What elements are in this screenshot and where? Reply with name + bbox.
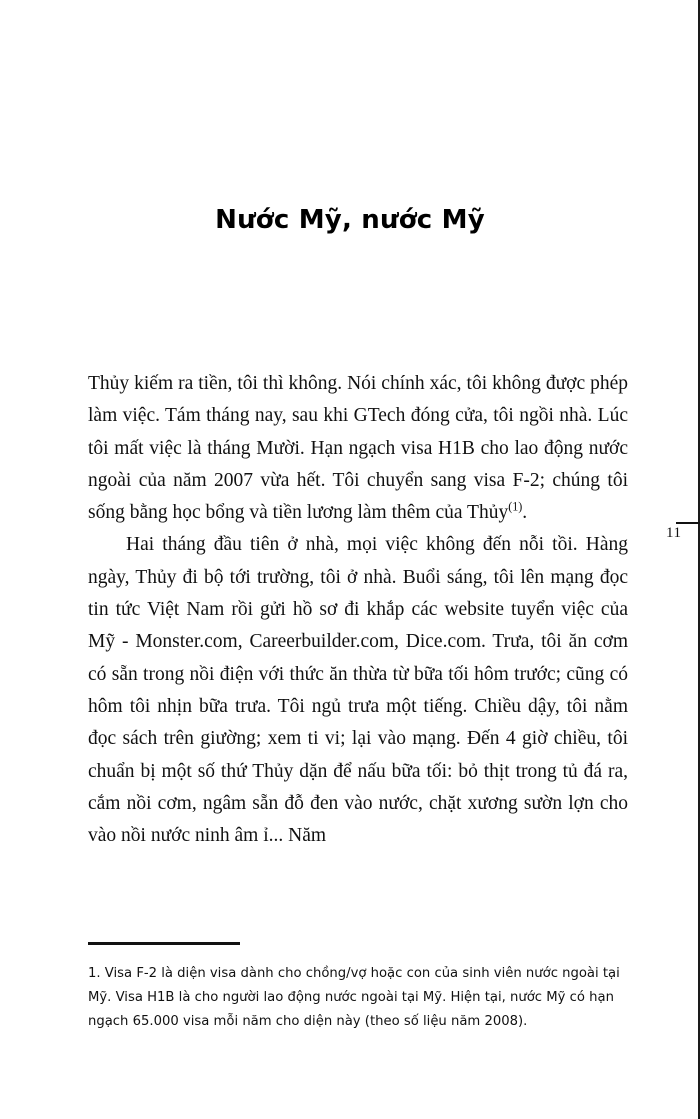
body-text — [88, 368, 628, 852]
footnote-marker: (1) — [508, 499, 523, 514]
footnote-1: 1. Visa F-2 là diện visa dành cho chồng/vợ hoặc con của sinh viên nước ngoài tại Mỹ. Visa H1B là cho người lao động nước ngoài tại Mỹ. Hiện tại, nước Mỹ có hạn ngạch 65.000 visa mỗi năm cho diện này (theo số liệu năm 2008). — [88, 966, 620, 1029]
folio-rule — [676, 522, 700, 524]
paragraph-1-text: Thủy kiếm ra tiền, tôi thì không. Nói chính xác, tôi không được phép làm việc. Tám tháng nay, sau khi GTech đóng cửa, tôi ngồi nhà. Lúc tôi mất việc là tháng Mười. Hạn ngạch visa H1B cho lao động nước ngoài của năm 2007 vừa hết. Tôi chuyển sang visa F-2; chúng tôi sống bằng học bổng và tiền lương làm thêm của Thủy — [88, 373, 628, 524]
footnotes — [88, 962, 628, 1034]
chapter-title: Nước Mỹ, nước Mỹ — [215, 205, 485, 236]
page-number: 11 — [666, 525, 682, 541]
footnote-separator — [88, 942, 240, 945]
paragraph-1: Thủy kiếm ra tiền, tôi thì không. Nói chính xác, tôi không được phép làm việc. Tám tháng nay, sau khi GTech đóng cửa, tôi ngồi nhà. Lúc tôi mất việc là tháng Mười. Hạn ngạch visa H1B cho lao động nước ngoài của năm 2007 vừa hết. Tôi chuyển sang visa F-2; chúng tôi sống bằng học bổng và tiền lương làm thêm của Thủy$^{(1)}$. — [88, 373, 628, 524]
paragraph-2: Hai tháng đầu tiên ở nhà, mọi việc không đến nỗi tồi. Hàng ngày, Thủy đi bộ tới trường, tôi ở nhà. Buổi sáng, tôi lên mạng đọc tin tức Việt Nam rồi gửi hồ sơ đi khắp các website tuyển việc của Mỹ - Monster.com, Careerbuilder.com, Dice.com. Trưa, tôi ăn cơm có sẵn trong nồi điện với thức ăn thừa từ bữa tối hôm trước; cũng có hôm tôi nhịn bữa trưa. Tôi ngủ trưa một tiếng. Chiều dậy, tôi nằm đọc sách trên giường; xem ti vi; lại vào mạng. Đến 4 giờ chiều, tôi chuẩn bị một số thứ Thủy dặn để nấu bữa tối: bỏ thịt trong tủ đá ra, cắm nồi cơm, ngâm sẵn đỗ đen vào nước, chặt xương sườn lợn cho vào nồi nước ninh âm ỉ... Năm — [88, 534, 628, 847]
